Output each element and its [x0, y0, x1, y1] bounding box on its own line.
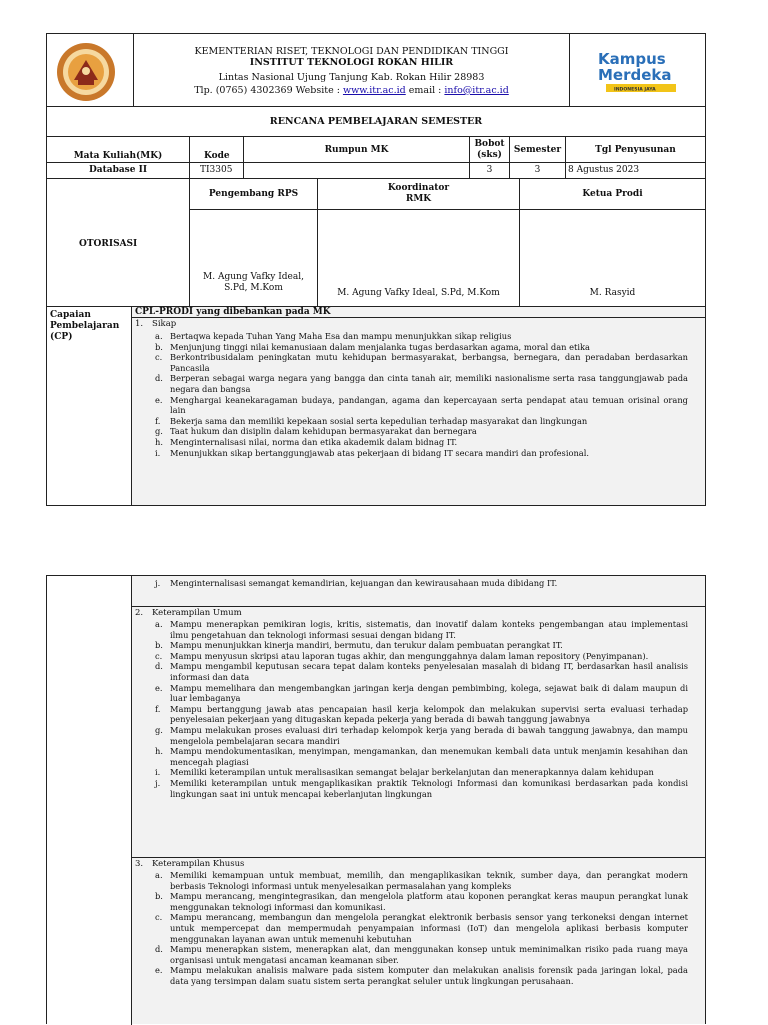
sikap-title: Sikap: [152, 319, 177, 329]
list-item: i. Memiliki keterampilan untuk meralisasikan semangat belajar berkelanjutan dan menerapkannya dalam kehidupan: [155, 767, 654, 778]
course-rumpun: [243, 162, 469, 178]
sikap-number: 1.: [135, 319, 144, 329]
list-item: g. Mampu melakukan proses evaluasi diri terhadap kelompok kerja yang berada di bawah tanggung jawabnya, dan mampu mengelola pembelajaran secara mandiri: [155, 724, 688, 746]
khusus-title: Keterampilan Khusus: [152, 859, 245, 869]
institute-contact: Tlp. (0765) 4302369 Website : www.itr.ac.id email : info@itr.ac.id: [194, 85, 509, 96]
list-item: e. Mampu melakukan analisis malware pada sistem komputer dan melakukan analisis forensik pada jaringan lokal, pada data yang tersimpan dalam suatu sistem serta perangkat seluler untuk lingkungan perusahaan.: [155, 965, 688, 986]
list-item: g. Taat hukum dan disiplin dalam kehidupan bermasyarakat dan bernegara: [155, 426, 477, 437]
institute-name: INSTITUT TEKNOLOGI ROKAN HILIR: [249, 57, 454, 68]
email-link[interactable]: info@itr.ac.id: [444, 85, 509, 96]
list-item: j. Memiliki keterampilan untuk mengaplikasikan praktik Teknologi Informasi dan komunikasi berdasarkan pada kondisi lingkungan saat ini untuk mencapai keberlanjutan lingkungan: [155, 777, 688, 799]
sikap-list: [150, 331, 688, 458]
ketua-prodi-header: Ketua Prodi: [519, 178, 705, 209]
svg-text:INDONESIA JAYA: INDONESIA JAYA: [614, 87, 656, 93]
svg-text:Kampus: Kampus: [598, 50, 666, 68]
list-item: b. Mampu menunjukkan kinerja mandiri, bermutu, dan terukur dalam pembuatan perangkat IT.: [155, 640, 563, 651]
col-semester: Semester: [509, 136, 565, 162]
list-item: j. Menginternalisasi semangat kemandirian, kejuangan dan kewirausahaan muda dibidang IT.: [155, 578, 558, 588]
list-item: c. Mampu menyusun skripsi atau laporan tugas akhir, dan mengunggahnya dalam laman repository (Penyimpanan).: [155, 650, 649, 661]
website-link[interactable]: www.itr.ac.id: [342, 85, 406, 96]
col-kode: Kode: [189, 136, 243, 162]
cp-label: Capaian Pembelajaran (CP): [47, 306, 131, 505]
koordinator-rmk-header: Koordinator RMK: [317, 178, 519, 209]
list-item: e. Mampu memelihara dan mengembangkan jaringan kerja dengan pembimbing, kolega, sejawat baik di dalam maupun di luar lembaganya: [155, 682, 688, 704]
sikap-continued: [131, 576, 705, 606]
list-item: d. Mampu menerapkan sistem, menerapkan alat, dan menggunakan konsep untuk meminimalkan risiko pada ruang maya organisasi untuk mengatasi ancaman keamanan siber.: [155, 944, 688, 965]
rps-page-2: [46, 575, 706, 1024]
list-item: a. Mampu menerapkan pemikiran logis, kritis, sistematis, dan inovatif dalam konteks pengembangan atau implementasi ilmu pengetahuan dan teknologi informasi sesuai dengan bidang IT.: [155, 619, 688, 640]
khusus-list: [150, 870, 688, 987]
umum-title: Keterampilan Umum: [152, 608, 242, 618]
itr-logo-icon: [56, 42, 116, 102]
kampus-merdeka-logo-icon: [592, 46, 682, 98]
pengembang-rps-header: Pengembang RPS: [189, 178, 317, 209]
institution-logo-cell: [47, 34, 133, 106]
umum-number: 2.: [135, 608, 144, 618]
list-item: d. Mampu mengambil keputusan secara tepat dalam konteks penyelesaian masalah di bidang IT, berdasarkan hasil analisis informasi dan data: [155, 661, 688, 682]
course-date: 8 Agustus 2023: [565, 162, 705, 178]
list-item: a. Bertaqwa kepada Tuhan Yang Maha Esa dan mampu menunjukkan sikap religius: [155, 331, 512, 341]
koordinator-rmk-name: M. Agung Vafky Ideal, S.Pd, M.Kom: [317, 209, 519, 306]
list-item: i. Menunjukkan sikap bertanggungjawab atas pekerjaan di bidang IT secara mandiri dan profesional.: [155, 447, 590, 458]
cp-label-continued: [47, 576, 131, 1025]
kampus-merdeka-logo-cell: [569, 34, 705, 106]
list-item: b. Menjunjung tinggi nilai kemanusiaan dalam menjalanka tugas berdasarkan agama, moral dan etika: [155, 341, 591, 352]
list-item: c. Mampu merancang, membangun dan mengelola perangkat elektronik berbasis sensor yang terkoneksi dengan internet untuk mempercepat dan mempermudah penyampaian informasi (IoT) dan mengelola aplikasi berbasis komputer menggunakan layanan awan untuk memenuhi kebutuhan: [155, 912, 688, 944]
list-item: a. Memiliki kemampuan untuk membuat, memilih, dan mengaplikasikan teknik, sumber daya, dan perangkat modern berbasis Teknologi informasi untuk menyelesaikan permasalahan yang kompleks: [155, 870, 688, 891]
list-item: f. Bekerja sama dan memiliki kepekaan sosial serta kepedulian terhadap masyarakat dan lingkungan: [155, 415, 588, 426]
otorisasi-label: OTORISASI: [47, 178, 189, 306]
khusus-number: 3.: [135, 859, 144, 869]
umum-list: [150, 619, 688, 799]
list-item: h. Mampu mendokumentasikan, menyimpan, mengamankan, dan menemukan kembali data untuk menjamin kesahihan dan mencegah plagiasi: [155, 746, 688, 767]
svg-text:Merdeka: Merdeka: [598, 66, 672, 84]
list-item: b. Mampu merancang, mengintegrasikan, dan mengelola platform atau koponen perangkat keras maupun perangkat lunak menggunakan teknologi informasi dan komunikasi.: [155, 891, 688, 912]
rps-page-1: [46, 33, 706, 506]
ministry-name: KEMENTERIAN RISET, TEKNOLOGI DAN PENDIDIKAN TINGGI: [194, 46, 509, 57]
list-item: f. Mampu bertanggung jawab atas pencapaian hasil kerja kelompok dan melakukan supervisi serta evaluasi terhadap penyelesaian pekerjaan yang ditugaskan kepada pekerja yang berada di bawah tanggung jawabnya: [155, 703, 688, 725]
sikap-continued-list: [150, 578, 688, 589]
institute-address: Lintas Nasional Ujung Tanjung Kab. Rokan Hilir 28983: [218, 72, 485, 83]
keterampilan-khusus-section: [131, 857, 705, 1025]
col-tgl-penyusunan: Tgl Penyusunan: [565, 136, 705, 162]
list-item: e. Menghargai keanekaragaman budaya, pandangan, agama dan kepercayaan serta pendapat atau temuan orisinal orang lain: [155, 394, 688, 416]
cpl-heading: CPL-PRODI yang dibebankan pada MK: [131, 306, 705, 317]
sikap-section: [131, 317, 705, 505]
course-sks: 3: [469, 162, 509, 178]
list-item: d. Berperan sebagai warga negara yang bangga dan cinta tanah air, memiliki nasionalisme serta rasa tanggungjawab pada negara dan bangsa: [155, 373, 688, 394]
list-item: c. Berkontribusidalam peningkatan mutu kehidupan bermasyarakat, berbangsa, bernegara, dan peradaban berdasarkan Pancasila: [155, 352, 688, 373]
course-code: TI3305: [189, 162, 243, 178]
course-semester: 3: [509, 162, 565, 178]
keterampilan-umum-section: [131, 606, 705, 857]
col-mata-kuliah: Mata Kuliah(MK): [47, 136, 189, 162]
institution-header: [133, 34, 569, 106]
pengembang-rps-name: M. Agung Vafky Ideal, S.Pd, M.Kom: [189, 209, 317, 306]
ketua-prodi-name: M. Rasyid: [519, 209, 705, 306]
col-rumpun-mk: Rumpun MK: [243, 136, 469, 162]
col-bobot: Bobot (sks): [469, 136, 509, 162]
list-item: h. Menginternalisasi nilai, norma dan etika akademik dalam bidnag IT.: [155, 436, 458, 447]
doc-title: RENCANA PEMBELAJARAN SEMESTER: [47, 106, 705, 136]
course-name: Database II: [47, 162, 189, 178]
